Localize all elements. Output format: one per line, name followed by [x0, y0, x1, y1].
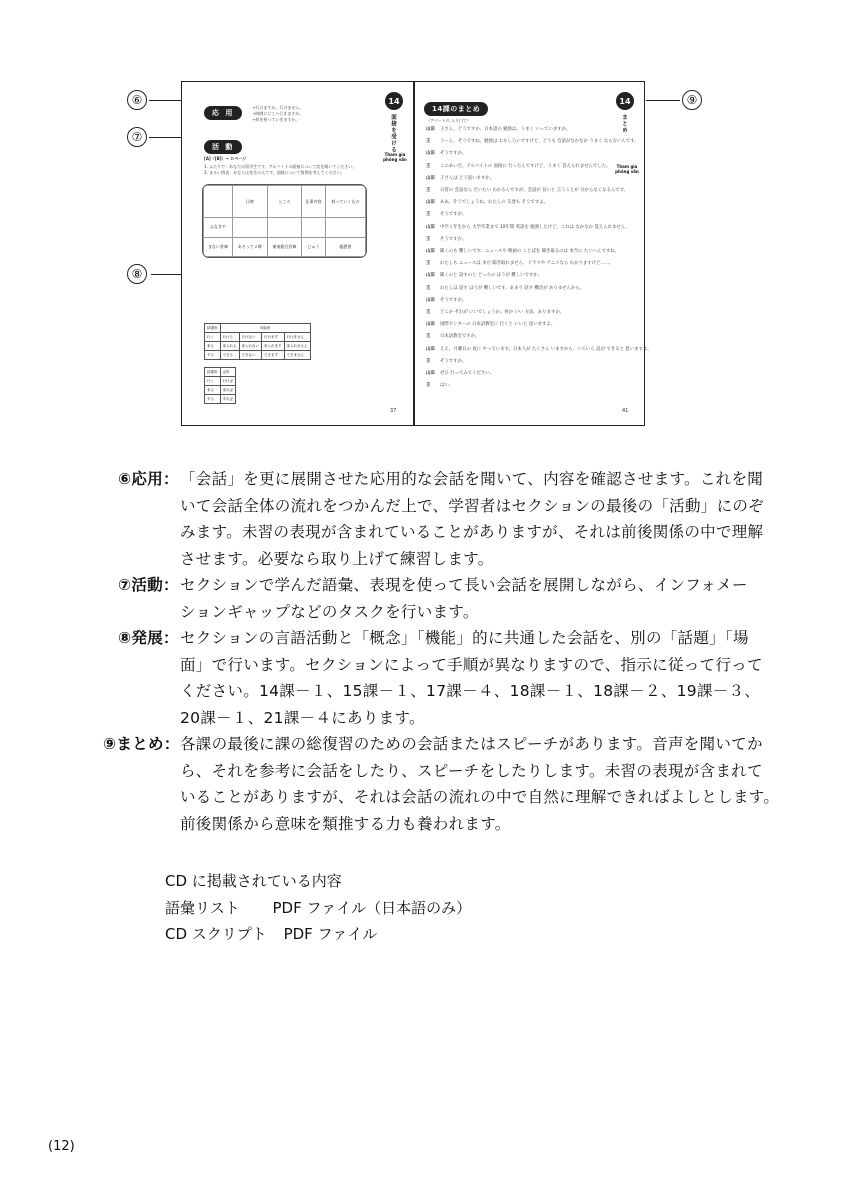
- dialog-line: [426, 272, 542, 278]
- paragraph-line: みます。未習の表現が含まれていることがありますが、それは前後関係の中で理解: [180, 523, 764, 541]
- callout-line: [646, 100, 680, 101]
- paragraph-line: ションギャップなどのタスクを行います。: [180, 602, 479, 621]
- chapter-side-sub: Tham gia phỏng vấn: [615, 164, 639, 174]
- dialog-text: ええ。月曜日の 夜に やっています。日本人が たくさん いますから、いろいろ 話が できると 思いますよ。: [440, 346, 652, 352]
- callout-7: ⑦: [127, 127, 191, 147]
- apply-line: →何を持っていきますか。: [252, 117, 300, 122]
- speaker-label: 王: [426, 188, 431, 193]
- dialog-line: [426, 175, 494, 181]
- chapter-side-label: 面接を受ける: [390, 114, 396, 153]
- badge-activity: 活 動: [204, 140, 242, 154]
- callout-6: ⑥: [127, 90, 189, 110]
- cd-item-name: 語彙リスト: [165, 899, 240, 917]
- dialog-text: 日本語教室ですか。: [440, 334, 480, 340]
- dialog-line: [426, 382, 453, 388]
- cd-item-name: CD スクリプト: [165, 925, 267, 943]
- page-number: (12): [48, 1139, 75, 1154]
- gutter-line: [413, 82, 415, 425]
- dialog-text: 日常の 会話なら だいたい わかるんですが、会話が 長いと 言うことが 分からなくなるんです。: [440, 188, 629, 193]
- dialog-line: [426, 187, 628, 193]
- paragraph-activity: [118, 572, 778, 626]
- dialog-text: 聞くのと 話すのと どっちの ほうが 難しいですか。: [440, 273, 543, 279]
- dialog-line: [426, 224, 630, 230]
- paragraph-line: いて会話全体の流れをつかんだ上で、学習者はセクションの最後の「活動」にのぞ: [180, 496, 764, 515]
- paragraph-line: 20課－１、21課－４にあります。: [180, 708, 425, 727]
- dialog-text: そうですか。: [440, 151, 467, 157]
- apply-line: →時間にどこへ行きますか。: [252, 111, 304, 116]
- table-row: する できる できない できます できません: [205, 351, 311, 360]
- dialog-line: [426, 138, 639, 144]
- dialog-text: 国際センターの 日本語教室に 行くと いいと 思いますよ。: [440, 322, 556, 328]
- dialog-line: [426, 126, 570, 132]
- term-label: ⑧発展：: [118, 629, 179, 647]
- paragraph-line: セクションで学んだ語彙、表現を使って長い会話を展開しながら、インフォメー: [180, 576, 748, 594]
- dialog-line: [426, 370, 494, 376]
- dialog-text: 中学１年生から 大学卒業まで 10年間 英語を 勉強したけど、これは なかなか 覚えられません。: [440, 224, 630, 230]
- cd-item: [165, 923, 377, 944]
- table-row: 行く 行ける 行けない 行けます 行けません: [205, 333, 311, 342]
- dialog-line: [426, 333, 480, 339]
- paragraph-line: 面」で行います。セクションによって手順が異なりますので、指示に従って行って: [180, 655, 763, 674]
- speaker-label: 山田: [426, 224, 435, 230]
- dialog-text: このあいだ、アルバイトの 面接に 行ったんですけど、うまく 答えられませんでした。: [440, 163, 611, 169]
- table-row: 来る 来られる 来られない 来られます 来られません: [205, 342, 311, 351]
- paragraph-apply: [118, 466, 778, 574]
- badge-summary: 14課のまとめ: [424, 102, 488, 116]
- apply-line: →行けますか。行けません。: [252, 105, 304, 110]
- term-label: ⑨まとめ：: [103, 735, 180, 753]
- dialog-line: [426, 248, 619, 254]
- dialog-line: [426, 321, 555, 327]
- conditional-table: 辞書形 ば形 行く 行けば 来る 来れば する すれば: [204, 367, 236, 404]
- dialog-text: はい。: [440, 383, 454, 389]
- speaker-label: 王: [426, 310, 431, 315]
- conjugation-table: 辞書形 可能形 行く 行ける 行けない 行けます 行けません 来る 来られる 来られない 来られます 来られません する できる できない できます できません: [204, 323, 311, 360]
- table-row: する すれば: [205, 395, 236, 404]
- paragraph-line: セクションの言語活動と「概念」「機能」的に共通した会話を、別の「話題」「場: [180, 629, 749, 647]
- speaker-label: 山田: [426, 249, 435, 254]
- dialog-line: [426, 163, 611, 169]
- chapter-badge: 14: [616, 92, 634, 110]
- dialog-line: [426, 297, 466, 303]
- dialog-text: 聞くのも 難しいです。ニュースや 映画の ことばを 聞き取るのは 本当に たいへんですね。: [440, 249, 620, 254]
- activity-instruction: 1. ふたりで：あなたは留学生です。アルバイトの面接について話を聞いてください。: [204, 164, 357, 169]
- chapter-side-sub: Tham gia phỏng vấn: [383, 152, 407, 162]
- speaker-label: 山田: [426, 346, 435, 352]
- dialog-text: ああ、そうでしょうね。わたしの 友達も そうですよ。: [440, 200, 548, 206]
- paragraph-line: 前後関係から意味を類推する力も養われます。: [180, 814, 511, 833]
- table-row: 来る 来れば: [205, 386, 236, 395]
- dialog-line: [426, 346, 652, 352]
- paragraph-line: ら、それを参考に会話をしたり、スピーチをしたりします。未習の表現が含まれて: [180, 761, 763, 780]
- dialog-text: ぜひ 行ってみてください。: [440, 371, 495, 376]
- dialog-line: [426, 285, 584, 291]
- cd-title: CD に掲載されている内容: [165, 872, 342, 890]
- dialog-line: [426, 150, 466, 156]
- dialog-text: 王さん、どうですか。日本語の 勉強は。うまく いっていますか。: [440, 127, 571, 132]
- paragraph-line: ください。14課－１、15課－１、17課－４、18課－１、18課－２、19課－３、: [180, 682, 761, 700]
- speaker-label: 王: [426, 212, 431, 218]
- chapter-badge: 14: [385, 92, 403, 110]
- activity-ref: [A]（[B]）→ ロページ: [204, 156, 247, 161]
- right-page-number: 41: [622, 408, 629, 414]
- badge-apply: 応 用: [204, 106, 242, 120]
- dialog-text: どこか それが いいでしょうか。何か いい 方法、ありますか。: [440, 310, 565, 315]
- dialog-line: [426, 358, 466, 364]
- activity-table: 日時 ところ 仕事内容 持っていくもの ふなきや まない倉庫 あさって２時 東南総合倉庫 じゅう 履歴書: [202, 184, 367, 258]
- dialog-text: わたしは 話す ほうが 難しいです。あまり 話す 機会が ありませんから。: [440, 285, 585, 291]
- term-label: ⑦活動：: [118, 576, 179, 594]
- dialog-line: [426, 199, 548, 205]
- speaker-label: 山田: [426, 200, 435, 206]
- dialog-text: そうですか。: [440, 212, 467, 218]
- dialog-text: 王さんは どう思いますか。: [440, 175, 495, 181]
- activity-instruction: 2. まるい図表：あなたは先生の人です。面接について質問を考えてください。: [204, 170, 345, 175]
- dialog-text: そうですか。: [440, 297, 467, 303]
- table-row: ふなきや: [204, 218, 366, 238]
- dialog-text: そうですか。: [440, 236, 467, 242]
- paragraph-line: させます。必要なら取り上げて練習します。: [180, 549, 494, 568]
- speaker-label: 山田: [426, 371, 435, 376]
- paragraph-summary: [103, 731, 783, 839]
- cd-item: [165, 897, 471, 918]
- cd-item-desc: PDF ファイル（日本語のみ）: [272, 899, 472, 917]
- callout-8: ⑧: [127, 264, 199, 284]
- dialog-line: [426, 236, 466, 242]
- speaker-label: 王: [426, 285, 431, 291]
- table-row: まない倉庫 あさって２時 東南総合倉庫 じゅう 履歴書: [204, 237, 366, 257]
- speaker-label: 王: [426, 383, 431, 389]
- callout-9: ⑨: [646, 90, 702, 110]
- dialog-text: そうですか。: [440, 358, 467, 364]
- speaker-label: 王: [426, 139, 431, 145]
- speaker-label: 王: [426, 261, 431, 267]
- speaker-label: 王: [426, 236, 431, 242]
- speaker-label: 王: [426, 334, 431, 340]
- speaker-label: 王: [426, 358, 431, 364]
- speaker-label: 山田: [426, 127, 435, 132]
- speaker-label: 山田: [426, 273, 435, 279]
- table-row: 行く 行けば: [205, 377, 236, 386]
- speaker-label: 山田: [426, 297, 435, 303]
- speaker-label: 山田: [426, 322, 435, 328]
- dialog-line: [426, 260, 614, 266]
- paragraph-development: [118, 625, 778, 733]
- speaker-label: 王: [426, 163, 431, 169]
- scene-note: 〈アパートの 入り口で〉: [426, 118, 471, 123]
- paragraph-line: いることがありますが、それは会話の流れの中で自然に理解できればよしとします。: [180, 788, 780, 806]
- left-page-number: 37: [390, 408, 397, 414]
- dialog-line: [426, 211, 466, 217]
- speaker-label: 山田: [426, 151, 435, 157]
- paragraph-line: 「会話」を更に展開させた応用的な会話を聞いて、内容を確認させます。これを聞: [180, 470, 764, 488]
- term-label: ⑥応用：: [118, 470, 179, 488]
- speaker-label: 山田: [426, 175, 435, 181]
- dialog-line: [426, 309, 564, 315]
- book-spread: [181, 81, 652, 426]
- dialog-text: うーん、そうですね。勉強は おもしろいですけど、どうも 会話がなかなか うまく ならないんです。: [440, 139, 639, 145]
- cd-item-desc: PDF ファイル: [283, 925, 378, 943]
- chapter-side-label: まとめ: [621, 114, 627, 134]
- paragraph-line: 各課の最後に課の総復習のための会話またはスピーチがあります。音声を聞いてか: [180, 735, 763, 753]
- dialog-text: わたしも ニュースは まだ 聞き取れません。ドラマや アニメなら わかりますけど……。: [440, 261, 614, 267]
